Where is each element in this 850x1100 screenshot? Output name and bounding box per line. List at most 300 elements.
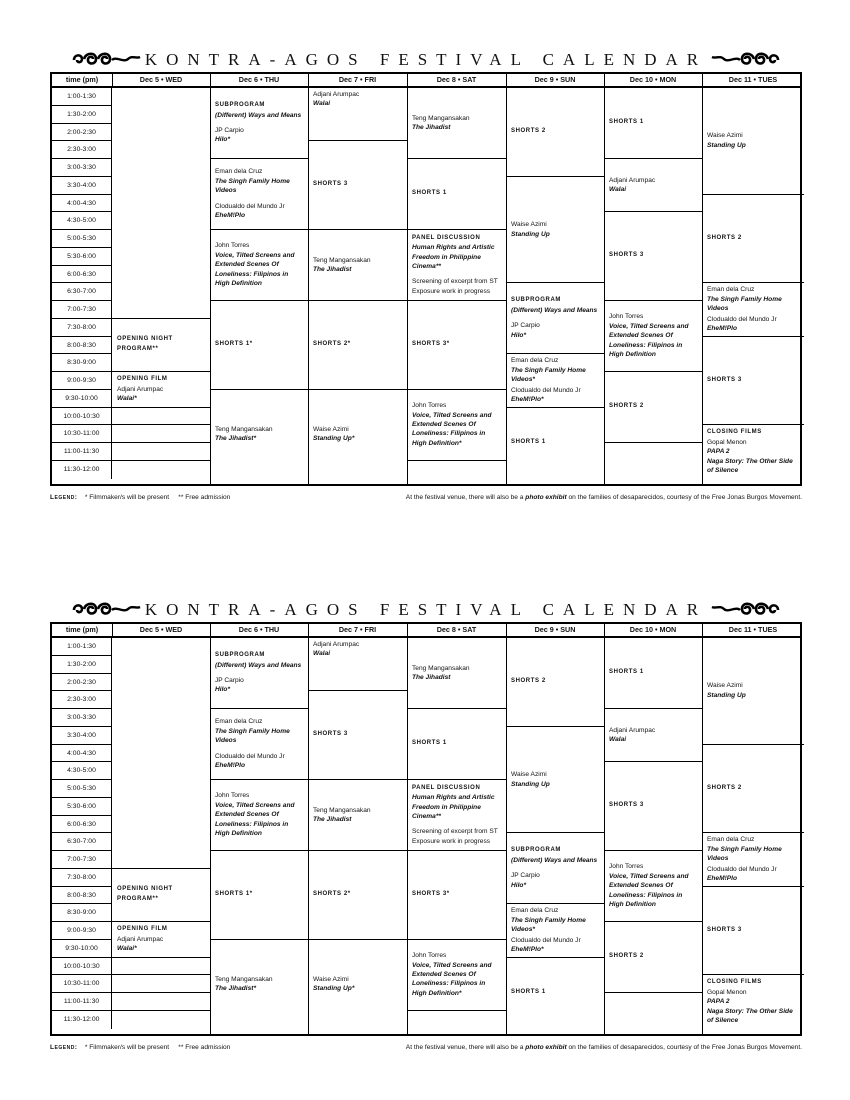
day-column [308,638,408,1034]
film-title: Walai [313,650,331,658]
filmmaker-name: Eman dela Cruz [707,286,755,294]
empty-slot [112,461,210,479]
film-title: Naga Story: The Other Side of Silence [707,457,793,474]
film-title: PAPA 2 [707,448,730,456]
empty-slot [112,975,210,993]
day-header: Dec 7 • FRI [308,74,408,86]
film-title: Walai [609,736,627,744]
empty-slot [604,443,702,479]
day-header: Dec 9 • SUN [506,624,605,636]
time-slot: 2:30-3:00 [52,691,112,709]
program-label: SHORTS 2 [609,953,644,960]
event-block [407,709,506,780]
event-block [506,958,604,1029]
film-title: Human Rights and Artistic Freedom in Philippine Cinema** [412,244,495,270]
time-slot: 11:00-11:30 [52,443,112,461]
time-slot: 3:30-4:00 [52,727,112,745]
film-title: Walai [313,100,331,108]
time-slot: 8:30-9:00 [52,354,112,372]
time-slot: 5:30-6:00 [52,798,112,816]
day-header: Dec 5 • WED [112,624,211,636]
event-block [308,851,407,940]
time-slot: 10:00-10:30 [52,408,112,426]
day-column [604,638,703,1034]
event-block [506,408,604,479]
time-slot: 10:00-10:30 [52,958,112,976]
program-label: SHORTS 3 [313,181,348,188]
festival-calendar-bottom [50,598,802,1051]
day-column [210,88,309,484]
time-slot: 4:30-5:00 [52,212,112,230]
program-label: OPENING NIGHT PROGRAM** [117,336,173,352]
program-label: SHORTS 2 [511,678,546,685]
program-label: SHORTS 1 [511,439,546,446]
day-column [112,88,211,484]
program-label: SHORTS 2* [313,891,351,898]
calendar-title [50,598,802,622]
title-text: KONTRA-AGOS FESTIVAL CALENDAR [144,600,708,619]
empty-slot [112,443,210,461]
event-block [702,833,804,886]
empty-slot [112,425,210,443]
time-slot: 7:00-7:30 [52,851,112,869]
program-label: PANEL DISCUSSION [412,784,481,791]
day-header: Dec 6 • THU [210,74,309,86]
day-column [702,638,804,1034]
filmmaker-name: Waise Azimi [707,132,743,140]
event-block [506,727,604,834]
filmmaker-name: Cloduald​o del Mundo Jr [215,752,285,760]
filmmaker-name: Adjani Arumpac [117,935,164,943]
day-column [112,638,211,1034]
film-title: Standing Up* [313,985,355,993]
program-label: SUBPROGRAM [215,102,266,109]
program-label: SHORTS 3* [412,341,450,348]
event-block [407,638,506,709]
filmmaker-name: Waise Azimi [511,771,547,779]
day-header: Dec 9 • SUN [506,74,605,86]
filmmaker-name: Teng Mangansakan [412,664,470,672]
event-block [210,88,308,159]
event-block [506,904,604,957]
event-block [702,887,804,976]
event-block [407,88,506,159]
day-header: Dec 8 • SAT [407,624,507,636]
program-label: CLOSING FILMS [707,429,762,436]
festival-calendar-top [50,48,802,501]
film-title: Walai* [117,944,137,952]
filmmaker-name: Waise Azimi [313,425,349,433]
time-slot: 4:30-5:00 [52,762,112,780]
time-slot: 1:00-1:30 [52,638,112,656]
time-slot: 1:00-1:30 [52,88,112,106]
time-slot: 9:30-10:00 [52,940,112,958]
time-slot: 11:30-12:00 [52,1011,112,1029]
legend-note-post: on the families of desaparecidos, courtesy of the Free Jonas Burgos Movement. [566,1044,802,1051]
event-block [604,372,702,443]
title-text: KONTRA-AGOS FESTIVAL CALENDAR [144,50,708,69]
empty-slot [112,88,210,319]
filmmaker-name: Teng Mangansakan [215,975,273,983]
film-title: PAPA 2 [707,998,730,1006]
event-block [407,230,506,301]
empty-slot [407,1011,506,1029]
event-block [604,922,702,993]
filmmaker-name: Eman dela Cruz [215,718,263,726]
event-block [702,638,804,745]
day-header: Dec 5 • WED [112,74,211,86]
legend [50,494,802,504]
program-label: SHORTS 2 [609,403,644,410]
film-title: (Different) Ways and Means [215,111,302,119]
legend [50,1044,802,1054]
event-block [210,851,308,940]
event-block [308,141,407,230]
filmmaker-name: Eman dela Cruz [215,168,263,176]
program-label: SUBPROGRAM [511,297,562,304]
event-block [112,869,210,922]
ornament-icon [710,600,780,618]
film-title: Voice, Tilted Screens and Extended Scenes Of Loneliness: Filipinos in High Definition* [412,961,492,997]
filmmaker-name: Cloduald​o del Mundo Jr [511,386,581,394]
film-title: Hilo* [215,686,231,694]
event-block [308,390,407,479]
legend-label: Legend: [50,1044,78,1051]
time-slot: 2:30-3:00 [52,141,112,159]
program-label: SHORTS 1* [215,891,253,898]
event-block [604,762,702,851]
day-header: Dec 7 • FRI [308,624,408,636]
film-title: Walai* [117,394,137,402]
empty-slot [407,461,506,479]
filmmaker-name: Cloduald​o del Mundo Jr [511,936,581,944]
program-label: SHORTS 1* [215,341,253,348]
time-slot: 4:00-4:30 [52,195,112,213]
film-title: Voice, Tilted Screens and Extended Scenes Of Loneliness: Filipinos in High Definition [609,322,689,359]
film-title: Walai [609,186,627,194]
day-header: Dec 10 • MON [604,74,703,86]
event-block [112,319,210,372]
day-header: Dec 10 • MON [604,624,703,636]
ornament-icon [72,600,142,618]
event-block [308,691,407,780]
ornament-icon [710,50,780,68]
filmmaker-name: Adjani Arumpac [117,385,164,393]
filmmaker-name: Gopal Menon [707,988,747,996]
time-slot: 11:00-11:30 [52,993,112,1011]
time-slot: 2:00-2:30 [52,124,112,142]
event-block [210,230,308,301]
event-block [210,709,308,780]
filmmaker-name: Eman dela Cruz [511,907,559,915]
film-title: Standing Up* [313,435,355,443]
time-slot: 10:30-11:00 [52,975,112,993]
film-title: The Singh Family Home Videos [215,177,290,195]
program-label: SHORTS 3 [609,252,644,259]
program-label: SHORTS 1 [412,190,447,197]
film-title: The Jihadist [412,674,451,681]
filmmaker-name: John Torres [609,863,644,871]
film-title: (Different) Ways and Means [511,306,598,314]
empty-slot [604,993,702,1029]
filmmaker-name: Screening of excerpt from ST Exposure work in progress [412,278,498,295]
filmmaker-name: Waise Azimi [313,975,349,983]
filmmaker-name: JP Carpio [511,872,540,880]
time-slot: 1:30-2:00 [52,106,112,124]
film-title: Naga Story: The Other Side of Silence [707,1007,793,1024]
time-column-header: time (pm) [52,624,113,636]
program-label: CLOSING FILMS [707,979,762,986]
film-title: The Jihadist* [215,435,257,443]
filmmaker-name: Cloduald​o del Mundo Jr [215,202,285,210]
event-block [702,195,804,284]
day-header: Dec 11 • TUES [728,625,778,634]
filmmaker-name: Eman dela Cruz [511,357,559,365]
time-slot: 4:00-4:30 [52,745,112,763]
filmmaker-name: Adjani Arumpac [609,726,656,734]
event-block [702,425,804,478]
filmmaker-name: Adjani Arumpac [313,91,360,98]
filmmaker-name: JP Carpio [215,127,244,134]
film-title: Hilo* [511,331,527,339]
film-title: Standing Up [707,141,746,149]
time-slot: 9:00-9:30 [52,372,112,390]
day-column [506,88,605,484]
program-label: SHORTS 1 [511,989,546,996]
program-label: SHORTS 3* [412,891,450,898]
filmmaker-name: Teng Mangansakan [412,114,470,122]
time-slot: 1:30-2:00 [52,656,112,674]
event-block [702,975,804,1028]
filmmaker-name: JP Carpio [215,677,244,684]
filmmaker-name: Cloduald​o del Mundo Jr [707,315,777,323]
time-slot: 6:00-6:30 [52,266,112,284]
legend-free: ** Free admission [178,1044,231,1051]
time-slot: 6:30-7:00 [52,833,112,851]
day-column [604,88,703,484]
day-column [210,638,309,1034]
program-label: OPENING FILM [117,376,168,383]
program-label: SHORTS 2* [313,341,351,348]
time-slot: 10:30-11:00 [52,425,112,443]
event-block [407,159,506,230]
event-block [407,390,506,461]
film-title: (Different) Ways and Means [511,856,598,864]
filmmaker-name: Screening of excerpt from ST Exposure work in progress [412,828,498,845]
event-block [702,88,804,195]
schedule-grid [50,622,802,1036]
event-block [210,940,308,1029]
day-column [407,88,507,484]
time-slot: 8:00-8:30 [52,337,112,355]
event-block [407,301,506,390]
legend-filmmaker: * Filmmaker/s will be present [84,494,170,501]
event-block [210,780,308,851]
time-slot: 3:00-3:30 [52,159,112,177]
day-column [407,638,507,1034]
time-slot: 6:30-7:00 [52,283,112,301]
filmmaker-name: Adjani Arumpac [313,641,360,648]
time-slot: 7:00-7:30 [52,301,112,319]
filmmaker-name: John Torres [215,792,250,800]
event-block [407,940,506,1011]
film-title: Standing Up [511,230,550,238]
filmmaker-name: Adjani Arumpac [609,176,656,184]
time-slot: 9:30-10:00 [52,390,112,408]
program-label: SHORTS 3 [707,926,742,933]
time-slot: 7:30-8:00 [52,319,112,337]
film-title: The Singh Family Home Videos* [511,366,586,384]
event-block [308,940,407,1029]
calendar-title [50,48,802,72]
day-header: Dec 8 • SAT [407,74,507,86]
filmmaker-name: John Torres [412,952,447,960]
event-block [308,230,407,301]
event-block [604,88,702,159]
filmmaker-name: Teng Mangansakan [313,806,371,814]
event-block [308,301,407,390]
film-title: EheM!Plo* [511,946,544,954]
event-block [210,390,308,479]
time-slot: 3:00-3:30 [52,709,112,727]
film-title: EheM!Plo [707,325,738,333]
film-title: The Singh Family Home Videos* [511,916,586,934]
filmmaker-name: John Torres [412,402,447,410]
film-title: The Jihadist [313,816,352,823]
program-label: SHORTS 2 [707,784,742,791]
film-title: The Jihadist [412,124,451,131]
event-block [702,337,804,426]
program-label: SHORTS 3 [609,802,644,809]
event-block [506,354,604,407]
time-slot: 2:00-2:30 [52,674,112,692]
program-label: OPENING FILM [117,926,168,933]
event-block [112,372,210,408]
event-block [210,301,308,390]
legend-note-pre: At the festival venue, there will also be a [405,494,526,501]
event-block [308,88,407,141]
legend-free: ** Free admission [178,494,231,501]
event-block [308,780,407,851]
film-title: EheM!Plo [215,762,246,770]
empty-slot [112,958,210,976]
film-title: The Jihadist* [215,985,257,993]
film-title: The Jihadist [313,266,352,273]
time-slot: 8:00-8:30 [52,887,112,905]
empty-slot [112,408,210,426]
legend-note-em: photo exhibit [525,1044,567,1051]
film-title: Voice, Tilted Screens and Extended Scenes Of Loneliness: Filipinos in High Definition [215,801,295,838]
event-block [112,922,210,958]
filmmaker-name: JP Carpio [511,322,540,330]
film-title: EheM!Plo* [511,396,544,404]
film-title: The Singh Family Home Videos [707,295,782,313]
event-block [702,745,804,834]
event-block [506,88,604,177]
program-label: SHORTS 1 [609,119,644,126]
filmmaker-name: Waise Azimi [511,221,547,229]
film-title: EheM!Plo [707,875,738,883]
time-slot: 11:30-12:00 [52,461,112,479]
program-label: SHORTS 1 [412,740,447,747]
event-block [604,638,702,709]
film-title: Human Rights and Artistic Freedom in Philippine Cinema** [412,794,495,820]
empty-slot [112,1011,210,1029]
legend-note-pre: At the festival venue, there will also be a [405,1044,526,1051]
event-block [506,283,604,354]
empty-slot [112,993,210,1011]
program-label: SHORTS 2 [511,128,546,135]
event-block [308,638,407,691]
filmmaker-name: Waise Azimi [707,682,743,690]
time-slot: 6:00-6:30 [52,816,112,834]
empty-slot [112,638,210,869]
time-slot: 5:00-5:30 [52,230,112,248]
event-block [407,851,506,940]
film-title: Voice, Tilted Screens and Extended Scenes Of Loneliness: Filipinos in High Definition [215,251,295,288]
legend-note-post: on the families of desaparecidos, courtesy of the Free Jonas Burgos Movement. [566,494,802,501]
program-label: SHORTS 2 [707,234,742,241]
time-slot: 5:30-6:00 [52,248,112,266]
event-block [604,159,702,212]
program-label: SUBPROGRAM [215,652,266,659]
event-block [210,638,308,709]
event-block [702,283,804,336]
schedule-grid [50,72,802,486]
day-column [506,638,605,1034]
film-title: Voice, Tilted Screens and Extended Scenes Of Loneliness: Filipinos in High Definition* [412,411,492,447]
filmmaker-name: Eman dela Cruz [707,836,755,844]
event-block [604,709,702,762]
film-title: Standing Up [707,691,746,699]
filmmaker-name: Cloduald​o del Mundo Jr [707,865,777,873]
filmmaker-name: Teng Mangansakan [215,425,273,433]
event-block [604,301,702,372]
program-label: SUBPROGRAM [511,847,562,854]
filmmaker-name: John Torres [215,242,250,250]
time-column-header: time (pm) [52,74,113,86]
legend-filmmaker: * Filmmaker/s will be present [84,1044,170,1051]
film-title: The Singh Family Home Videos [707,845,782,863]
film-title: Standing Up [511,780,550,788]
day-header: Dec 6 • THU [210,624,309,636]
event-block [506,638,604,727]
time-slot: 7:30-8:00 [52,869,112,887]
film-title: (Different) Ways and Means [215,661,302,669]
film-title: Voice, Tilted Screens and Extended Scenes Of Loneliness: Filipinos in High Definition [609,872,689,909]
time-slot: 5:00-5:30 [52,780,112,798]
film-title: The Singh Family Home Videos [215,727,290,745]
day-column [308,88,408,484]
event-block [210,159,308,230]
program-label: PANEL DISCUSSION [412,234,481,241]
event-block [407,780,506,851]
event-block [604,851,702,922]
program-label: SHORTS 3 [313,731,348,738]
time-slot: 3:30-4:00 [52,177,112,195]
program-label: SHORTS 3 [707,376,742,383]
ornament-icon [72,50,142,68]
time-slot: 9:00-9:30 [52,922,112,940]
film-title: Hilo* [215,136,231,144]
day-header: Dec 11 • TUES [728,75,778,84]
day-column [702,88,804,484]
time-slot: 8:30-9:00 [52,904,112,922]
legend-note-em: photo exhibit [525,494,567,501]
filmmaker-name: Teng Mangansakan [313,256,371,264]
legend-label: Legend: [50,494,78,501]
filmmaker-name: John Torres [609,313,644,321]
